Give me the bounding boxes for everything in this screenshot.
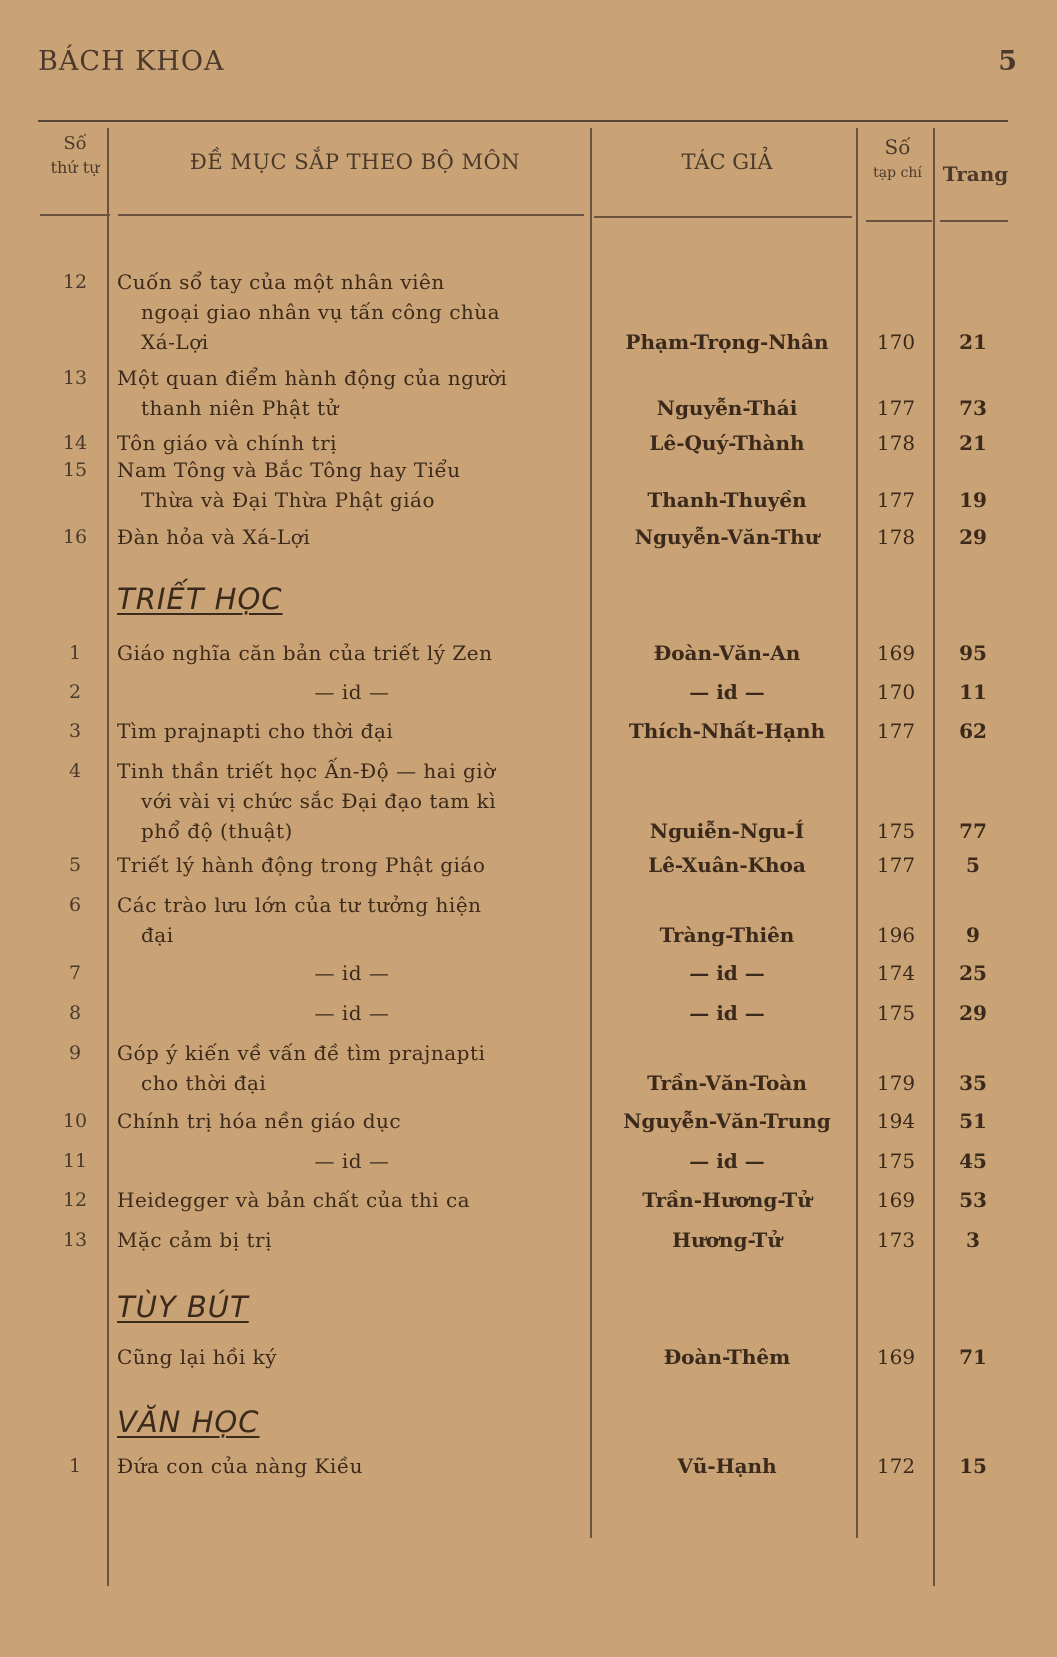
page-number: 5 (998, 46, 1017, 77)
section-heading: VĂN HỌC (117, 1405, 260, 1439)
row-title (117, 638, 587, 668)
row-page: 19 (959, 488, 987, 512)
row-title (117, 1146, 587, 1176)
table-row (0, 522, 1057, 552)
row-author: Trần-Hương-Tử (642, 1188, 812, 1212)
row-page: 77 (959, 819, 987, 843)
row-page: 62 (959, 719, 987, 743)
row-page: 11 (959, 680, 987, 704)
row-page: 21 (959, 431, 987, 455)
row-title-line: Mặc cảm bị trị (117, 1228, 272, 1252)
row-number: 6 (68, 894, 82, 916)
row-number: 1 (68, 1455, 82, 1477)
row-issue: 173 (876, 1228, 916, 1252)
row-issue: 178 (876, 525, 916, 549)
row-issue: 174 (876, 961, 916, 985)
row-title (117, 716, 587, 746)
table-row (0, 958, 1057, 988)
row-page: 53 (959, 1188, 987, 1212)
row-number: 8 (68, 1002, 82, 1024)
row-page: 3 (966, 1228, 980, 1252)
row-title-line: Đứa con của nàng Kiều (117, 1454, 364, 1478)
row-page: 5 (966, 853, 980, 877)
row-page: 71 (959, 1345, 987, 1369)
row-title (117, 958, 587, 988)
row-author: — id — (689, 1001, 765, 1025)
row-number: 12 (62, 1189, 88, 1211)
row-page: 35 (959, 1071, 987, 1095)
row-title-line: đại (141, 923, 174, 947)
row-number: 13 (62, 367, 88, 389)
table-row (0, 716, 1057, 746)
row-title (117, 522, 587, 552)
row-title (117, 1451, 587, 1481)
row-number: 3 (68, 720, 82, 742)
row-number: 7 (68, 962, 82, 984)
row-title-line: Thừa và Đại Thừa Phật giáo (141, 488, 435, 512)
row-number: 10 (62, 1110, 88, 1132)
row-title (117, 998, 587, 1028)
row-title-line: phổ độ (thuật) (141, 819, 293, 843)
row-page: 25 (959, 961, 987, 985)
row-title (117, 455, 587, 515)
table-row (0, 756, 1057, 846)
row-title-line: Đàn hỏa và Xá-Lợi (117, 525, 311, 549)
column-header-issue-line2: tạp chí (873, 165, 922, 181)
row-author: Vũ-Hạnh (677, 1454, 777, 1478)
table-row (0, 1038, 1057, 1098)
row-issue: 175 (876, 819, 916, 843)
row-title-line: — id — (314, 680, 390, 704)
column-header-page: Trang (942, 162, 1009, 186)
row-title-line: Tôn giáo và chính trị (117, 431, 338, 455)
row-title-line: Các trào lưu lớn của tư tưởng hiện (117, 893, 482, 917)
row-title-line: ngoại giao nhân vụ tấn công chùa (141, 300, 501, 324)
row-title-line: Giáo nghĩa căn bản của triết lý Zen (117, 641, 493, 665)
row-page: 29 (959, 1001, 987, 1025)
row-author: Đoàn-Văn-An (653, 641, 801, 665)
table-row (0, 363, 1057, 423)
table-row (0, 1106, 1057, 1136)
row-title-line: Nam Tông và Bắc Tông hay Tiểu (117, 458, 461, 482)
table-row (0, 1185, 1057, 1215)
row-page: 73 (959, 396, 987, 420)
row-number: 12 (62, 271, 88, 293)
table-row (0, 1225, 1057, 1255)
row-title (117, 1038, 587, 1098)
section-heading: TÙY BÚT (117, 1290, 249, 1324)
row-page: 9 (966, 923, 980, 947)
row-title (117, 850, 587, 880)
row-author: Lê-Xuân-Khoa (648, 853, 806, 877)
row-title-line: Xá-Lợi (141, 330, 209, 354)
row-issue: 170 (876, 330, 916, 354)
row-title (117, 1185, 587, 1215)
row-title-line: Cuốn sổ tay của một nhân viên (117, 270, 445, 294)
row-page: 45 (959, 1149, 987, 1173)
row-title (117, 890, 587, 950)
row-title-line: Góp ý kiến về vấn đề tìm prajnapti (117, 1041, 486, 1065)
table-row (0, 850, 1057, 880)
table-row (0, 428, 1057, 458)
row-issue: 194 (876, 1109, 916, 1133)
row-issue: 169 (876, 1188, 916, 1212)
row-title (117, 267, 587, 357)
row-author: — id — (689, 1149, 765, 1173)
row-title (117, 1106, 587, 1136)
row-title-line: cho thời đại (141, 1071, 267, 1095)
row-issue: 178 (876, 431, 916, 455)
row-page: 29 (959, 525, 987, 549)
row-issue: 196 (876, 923, 916, 947)
row-title-line: — id — (314, 1149, 390, 1173)
row-title-line: Một quan điểm hành động của người (117, 366, 508, 390)
row-author: — id — (689, 680, 765, 704)
row-title-line: Chính trị hóa nền giáo dục (117, 1109, 402, 1133)
row-author: — id — (689, 961, 765, 985)
column-header-number-line1: Số (63, 133, 87, 154)
row-page: 51 (959, 1109, 987, 1133)
row-title (117, 677, 587, 707)
column-header-issue-line1: Số (884, 135, 911, 159)
table-row (0, 455, 1057, 515)
row-author: Phạm-Trọng-Nhân (625, 330, 829, 354)
table-row (0, 638, 1057, 668)
row-title (117, 756, 587, 846)
row-number: 9 (68, 1042, 82, 1064)
row-author: Nguyễn-Văn-Trung (623, 1109, 831, 1133)
section-heading: TRIẾT HỌC (117, 582, 283, 616)
row-author: Nguiễn-Ngu-Í (649, 819, 805, 843)
row-number: 4 (68, 760, 82, 782)
row-author: Thích-Nhất-Hạnh (628, 719, 826, 743)
row-issue: 170 (876, 680, 916, 704)
row-title-line: với vài vị chức sắc Đại đạo tam kì (141, 789, 497, 813)
row-issue: 177 (876, 396, 916, 420)
row-author: Hương-Tử (672, 1228, 782, 1252)
row-title (117, 1342, 587, 1372)
row-number: 2 (68, 681, 82, 703)
row-issue: 177 (876, 719, 916, 743)
row-title (117, 428, 587, 458)
magazine-title: BÁCH KHOA (38, 46, 225, 77)
row-author: Nguyễn-Văn-Thư (634, 525, 820, 549)
row-number: 13 (62, 1229, 88, 1251)
row-title-line: Tinh thần triết học Ấn-Độ — hai giờ (117, 759, 496, 783)
row-author: Nguyễn-Thái (656, 396, 798, 420)
row-title-line: — id — (314, 1001, 390, 1025)
row-issue: 175 (876, 1001, 916, 1025)
column-header-number-line2: thứ tự (50, 158, 100, 177)
table-row (0, 677, 1057, 707)
row-issue: 169 (876, 1345, 916, 1369)
row-issue: 177 (876, 853, 916, 877)
row-title-line: — id — (314, 961, 390, 985)
row-title-line: Heidegger và bản chất của thi ca (117, 1188, 471, 1212)
row-issue: 177 (876, 488, 916, 512)
row-number: 14 (62, 432, 88, 454)
column-header-title: ĐỀ MỤC SẮP THEO BỘ MÔN (189, 150, 521, 174)
table-row (0, 1342, 1057, 1372)
row-title (117, 1225, 587, 1255)
row-issue: 179 (876, 1071, 916, 1095)
row-issue: 169 (876, 641, 916, 665)
row-issue: 175 (876, 1149, 916, 1173)
row-title-line: thanh niên Phật tử (141, 396, 339, 420)
row-title-line: Tìm prajnapti cho thời đại (117, 719, 394, 743)
row-author: Đoàn-Thêm (663, 1345, 791, 1369)
row-page: 95 (959, 641, 987, 665)
row-page: 15 (959, 1454, 987, 1478)
row-number: 15 (62, 459, 88, 481)
row-author: Tràng-Thiên (659, 923, 795, 947)
row-title-line: Triết lý hành động trong Phật giáo (117, 853, 486, 877)
row-issue: 172 (876, 1454, 916, 1478)
row-title-line: Cũng lại hồi ký (117, 1345, 278, 1369)
column-header-author: TÁC GIẢ (681, 150, 773, 174)
table-row (0, 998, 1057, 1028)
table-row (0, 1451, 1057, 1481)
table-row (0, 267, 1057, 357)
table-row (0, 1146, 1057, 1176)
row-number: 11 (62, 1150, 88, 1172)
row-author: Lê-Quý-Thành (649, 431, 805, 455)
row-author: Trần-Văn-Toàn (647, 1071, 807, 1095)
row-number: 16 (62, 526, 88, 548)
row-number: 5 (68, 854, 82, 876)
table-row (0, 890, 1057, 950)
row-page: 21 (959, 330, 987, 354)
row-title (117, 363, 587, 423)
row-number: 1 (68, 642, 82, 664)
row-author: Thanh-Thuyền (647, 488, 807, 512)
